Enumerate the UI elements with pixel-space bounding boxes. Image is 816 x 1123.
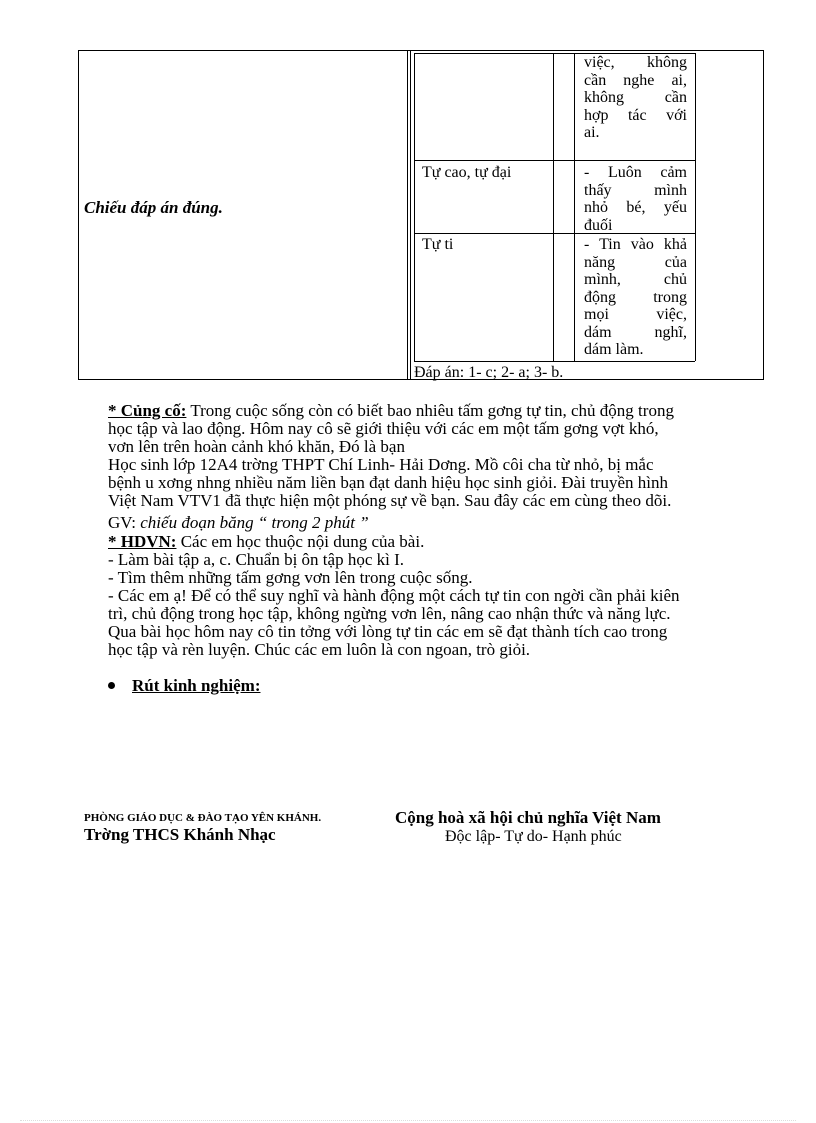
cung-co-label: * Củng cố: [108,401,187,420]
hdvn-para-2: trì, chủ động trong học tập, không ngừng vơn lên, nâng cao nhận thức và năng lực. [108,604,671,623]
inner-row-sep-1 [414,160,695,161]
hdvn-para-1: - Các em ạ! Để có thể suy nghĩ và hành động một cách tự tin con ngời cần phải kiên [108,586,680,605]
hdvn-item-2: - Tìm thêm những tấm gơng vơn lên trong cuộc sống. [108,568,473,587]
answer-text: Đáp án: 1- c; 2- a; 3- b. [414,364,564,381]
inner-table-col3 [574,53,575,361]
hdvn-item-1: - Làm bài tập a, c. Chuẩn bị ôn tập học kì I. [108,550,404,569]
cung-co-line-4: Học sinh lớp 12A4 trờng THPT Chí Linh- Hải Dơng. Mồ côi cha từ nhỏ, bị mắc [108,455,654,474]
row2-left-cell: Tự cao, tự đại [422,164,512,181]
department-name: PHÒNG GIÁO DỤC & ĐÀO TẠO YÊN KHÁNH. [84,812,322,824]
row3-left-cell: Tự ti [422,236,454,253]
gv-line: GV: chiếu đoạn băng “ trong 2 phút ” [108,513,369,532]
cung-co-line-1: * Củng cố: Trong cuộc sống còn có biết bao nhiêu tấm gơng tự tin, chủ động trong [108,401,674,420]
inner-table-bottom [414,361,695,362]
gv-instruction: chiếu đoạn băng “ trong 2 phút ” [140,513,369,532]
cung-co-line-3: vơn lên trên hoàn cảnh khó khăn, Đó là bạn [108,437,405,456]
inner-table-right [695,53,696,361]
rut-kinh-nghiem-heading: Rút kinh nghiệm: [132,676,261,695]
table-right-border [763,50,764,380]
cung-co-line-5: bệnh u xơng nhng nhiều năm liền bạn đạt danh hiệu học sinh giỏi. Đài truyền hình [108,473,668,492]
bullet-icon [108,682,115,689]
hdvn-para-3: Qua bài học hôm nay cô tin tởng với lòng tự tin các em sẽ đạt thành tích cao trong [108,622,668,641]
table-left-cell-text: Chiếu đáp án đúng. [84,198,223,217]
table-divider-a [407,50,408,380]
table-top-border [78,50,764,51]
table-left-border [78,50,79,380]
school-name: Trờng THCS Khánh Nhạc [84,825,276,844]
cung-co-line-2: học tập và lao động. Hôm nay cô sẽ giới thiệu với các em một tấm gơng vợt khó, [108,419,659,438]
national-motto: Độc lập- Tự do- Hạnh phúc [445,828,622,845]
inner-table-left [414,53,415,361]
row1-right-cell: việc, không cần nghe ai, không cần hợp tác với ai. [584,54,687,141]
hdvn-line: * HDVN: Các em học thuộc nội dung của bài. [108,532,425,551]
hdvn-para-4: học tập và rèn luyện. Chúc các em luôn là con ngoan, trò giỏi. [108,640,531,659]
page-bottom-rule [20,1120,796,1121]
inner-table-mid [553,53,554,361]
cung-co-line-6: Việt Nam VTV1 đã thực hiện một phóng sự về bạn. Sau đây các em cùng theo dõi. [108,491,672,510]
country-name: Cộng hoà xã hội chủ nghĩa Việt Nam [395,808,661,827]
row3-right-cell: - Tin vào khả năng của mình, chủ động trong mọi việc, dám nghĩ, dám làm. [584,236,687,358]
row2-right-cell: - Luôn cảm thấy mình nhỏ bé, yếu đuối [584,164,687,234]
table-divider-b [410,50,411,380]
hdvn-label: * HDVN: [108,532,177,551]
